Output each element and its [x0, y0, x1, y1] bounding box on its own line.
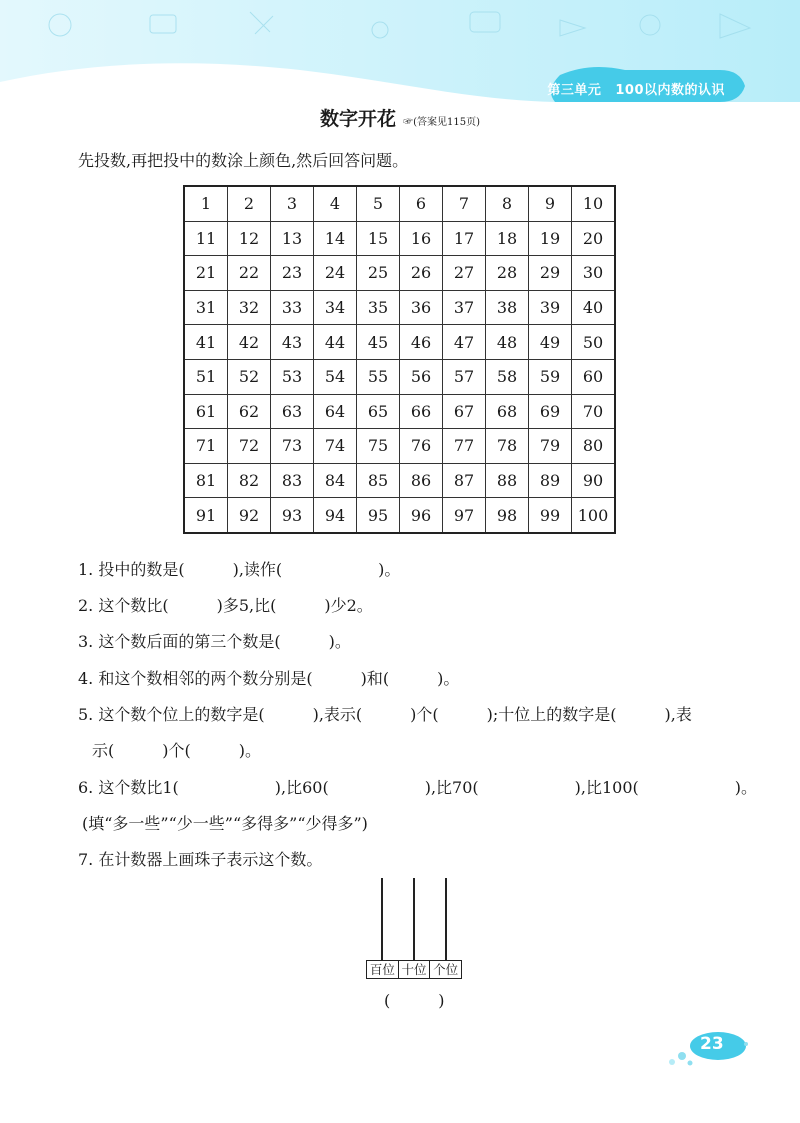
- grid-cell[interactable]: 95: [357, 498, 400, 533]
- abacus-label-tens: 十位: [399, 961, 431, 978]
- question-6-line-2: (填“多一些”“少一些”“多得多”“少得多”): [82, 814, 368, 833]
- grid-cell[interactable]: 48: [486, 325, 529, 360]
- question-3: 3. 这个数后面的第三个数是( )。: [78, 632, 351, 651]
- grid-cell[interactable]: 80: [572, 429, 616, 464]
- grid-cell[interactable]: 52: [228, 359, 271, 394]
- grid-cell[interactable]: 62: [228, 394, 271, 429]
- grid-cell[interactable]: 44: [314, 325, 357, 360]
- grid-cell[interactable]: 53: [271, 359, 314, 394]
- number-grid: [183, 185, 616, 534]
- question-5-line-2: 示( )个( )。: [92, 741, 261, 760]
- grid-cell[interactable]: 32: [228, 290, 271, 325]
- grid-cell[interactable]: 20: [572, 221, 616, 256]
- grid-cell[interactable]: 60: [572, 359, 616, 394]
- grid-cell[interactable]: 40: [572, 290, 616, 325]
- grid-cell[interactable]: 85: [357, 463, 400, 498]
- grid-cell[interactable]: 19: [529, 221, 572, 256]
- grid-row: [184, 221, 615, 256]
- grid-cell[interactable]: 87: [443, 463, 486, 498]
- grid-cell[interactable]: 69: [529, 394, 572, 429]
- page-number: 23: [700, 1034, 724, 1054]
- question-2: 2. 这个数比( )多5,比( )少2。: [78, 596, 373, 615]
- answer-note-text: (答案见115页): [413, 117, 480, 128]
- grid-cell[interactable]: 51: [184, 359, 228, 394]
- grid-cell[interactable]: 16: [400, 221, 443, 256]
- grid-cell[interactable]: 2: [228, 186, 271, 221]
- grid-cell[interactable]: 37: [443, 290, 486, 325]
- grid-cell[interactable]: 65: [357, 394, 400, 429]
- grid-cell[interactable]: 10: [572, 186, 616, 221]
- abacus-answer-blank: ( ): [384, 991, 445, 1010]
- grid-cell[interactable]: 11: [184, 221, 228, 256]
- grid-cell[interactable]: 55: [357, 359, 400, 394]
- grid-cell[interactable]: 3: [271, 186, 314, 221]
- grid-row: [184, 186, 615, 221]
- unit-label: [547, 79, 725, 98]
- grid-cell[interactable]: 1: [184, 186, 228, 221]
- abacus-label-hundreds: 百位: [367, 961, 399, 978]
- question-4: 4. 和这个数相邻的两个数分别是( )和( )。: [78, 669, 460, 688]
- grid-cell[interactable]: 22: [228, 256, 271, 291]
- grid-cell[interactable]: 97: [443, 498, 486, 533]
- grid-row: [184, 359, 615, 394]
- grid-cell[interactable]: 47: [443, 325, 486, 360]
- grid-cell[interactable]: 84: [314, 463, 357, 498]
- grid-cell[interactable]: 70: [572, 394, 616, 429]
- grid-cell[interactable]: 25: [357, 256, 400, 291]
- grid-cell[interactable]: 36: [400, 290, 443, 325]
- grid-cell[interactable]: 31: [184, 290, 228, 325]
- grid-cell[interactable]: 18: [486, 221, 529, 256]
- grid-cell[interactable]: 89: [529, 463, 572, 498]
- question-7: 7. 在计数器上画珠子表示这个数。: [78, 850, 323, 869]
- grid-cell[interactable]: 98: [486, 498, 529, 533]
- grid-cell[interactable]: 74: [314, 429, 357, 464]
- grid-cell[interactable]: 81: [184, 463, 228, 498]
- instructions: 先投数,再把投中的数涂上颜色,然后回答问题。: [78, 151, 409, 170]
- grid-cell[interactable]: 100: [572, 498, 616, 533]
- grid-cell[interactable]: 17: [443, 221, 486, 256]
- grid-cell[interactable]: 21: [184, 256, 228, 291]
- grid-row: [184, 325, 615, 360]
- grid-cell[interactable]: 28: [486, 256, 529, 291]
- grid-cell[interactable]: 41: [184, 325, 228, 360]
- grid-cell[interactable]: 38: [486, 290, 529, 325]
- grid-cell[interactable]: 8: [486, 186, 529, 221]
- grid-row: [184, 256, 615, 291]
- grid-row: [184, 429, 615, 464]
- abacus-label-ones: 个位: [433, 962, 459, 977]
- answer-note: ☞(答案见115页): [403, 117, 480, 128]
- abacus-rod-hundreds: [381, 878, 383, 960]
- grid-cell[interactable]: 57: [443, 359, 486, 394]
- grid-cell[interactable]: 7: [443, 186, 486, 221]
- question-1: 1. 投中的数是( ),读作( )。: [78, 560, 401, 579]
- grid-cell[interactable]: 66: [400, 394, 443, 429]
- grid-cell[interactable]: 91: [184, 498, 228, 533]
- grid-cell[interactable]: 9: [529, 186, 572, 221]
- grid-cell[interactable]: 50: [572, 325, 616, 360]
- grid-cell[interactable]: 4: [314, 186, 357, 221]
- grid-cell[interactable]: 45: [357, 325, 400, 360]
- grid-cell[interactable]: 73: [271, 429, 314, 464]
- grid-cell[interactable]: 88: [486, 463, 529, 498]
- grid-cell[interactable]: 43: [271, 325, 314, 360]
- abacus: [366, 878, 462, 986]
- grid-cell[interactable]: 35: [357, 290, 400, 325]
- grid-cell[interactable]: 59: [529, 359, 572, 394]
- grid-cell[interactable]: 34: [314, 290, 357, 325]
- grid-cell[interactable]: 94: [314, 498, 357, 533]
- abacus-rod-ones: [445, 878, 447, 960]
- page-title: 数字开花: [320, 108, 397, 130]
- grid-cell[interactable]: 79: [529, 429, 572, 464]
- grid-cell[interactable]: 77: [443, 429, 486, 464]
- grid-cell[interactable]: 54: [314, 359, 357, 394]
- abacus-base: [366, 960, 462, 979]
- grid-cell[interactable]: 67: [443, 394, 486, 429]
- grid-cell[interactable]: 71: [184, 429, 228, 464]
- grid-cell[interactable]: 5: [357, 186, 400, 221]
- grid-cell[interactable]: 96: [400, 498, 443, 533]
- grid-cell[interactable]: 86: [400, 463, 443, 498]
- grid-cell[interactable]: 13: [271, 221, 314, 256]
- grid-cell[interactable]: 90: [572, 463, 616, 498]
- grid-cell[interactable]: 12: [228, 221, 271, 256]
- grid-cell[interactable]: 83: [271, 463, 314, 498]
- grid-cell[interactable]: 58: [486, 359, 529, 394]
- grid-cell[interactable]: 33: [271, 290, 314, 325]
- grid-cell[interactable]: 29: [529, 256, 572, 291]
- unit-name: 第三单元: [547, 83, 602, 98]
- grid-cell[interactable]: 6: [400, 186, 443, 221]
- grid-cell[interactable]: 75: [357, 429, 400, 464]
- grid-cell[interactable]: 78: [486, 429, 529, 464]
- grid-cell[interactable]: 30: [572, 256, 616, 291]
- title-row: [0, 104, 800, 131]
- grid-cell[interactable]: 93: [271, 498, 314, 533]
- grid-cell[interactable]: 56: [400, 359, 443, 394]
- grid-cell[interactable]: 72: [228, 429, 271, 464]
- grid-cell[interactable]: 23: [271, 256, 314, 291]
- grid-cell[interactable]: 49: [529, 325, 572, 360]
- unit-topic: 100以内数的认识: [615, 83, 725, 98]
- question-5-line-1: 5. 这个数个位上的数字是( ),表示( )个( );十位上的数字是( ),表: [78, 705, 692, 724]
- grid-cell[interactable]: 15: [357, 221, 400, 256]
- grid-row: [184, 290, 615, 325]
- grid-cell[interactable]: 64: [314, 394, 357, 429]
- grid-cell[interactable]: 26: [400, 256, 443, 291]
- abacus-rod-tens: [413, 878, 415, 960]
- grid-cell[interactable]: 82: [228, 463, 271, 498]
- grid-cell[interactable]: 68: [486, 394, 529, 429]
- grid-cell[interactable]: 14: [314, 221, 357, 256]
- question-6-line-1: 6. 这个数比1( ),比60( ),比70( ),比100( )。: [78, 778, 757, 797]
- grid-row: [184, 394, 615, 429]
- grid-cell[interactable]: 27: [443, 256, 486, 291]
- grid-cell[interactable]: 92: [228, 498, 271, 533]
- grid-cell[interactable]: 24: [314, 256, 357, 291]
- grid-cell[interactable]: 42: [228, 325, 271, 360]
- grid-cell[interactable]: 46: [400, 325, 443, 360]
- grid-cell[interactable]: 76: [400, 429, 443, 464]
- grid-cell[interactable]: 61: [184, 394, 228, 429]
- grid-cell[interactable]: 63: [271, 394, 314, 429]
- grid-cell[interactable]: 39: [529, 290, 572, 325]
- grid-row: [184, 463, 615, 498]
- grid-row: [184, 498, 615, 533]
- grid-cell[interactable]: 99: [529, 498, 572, 533]
